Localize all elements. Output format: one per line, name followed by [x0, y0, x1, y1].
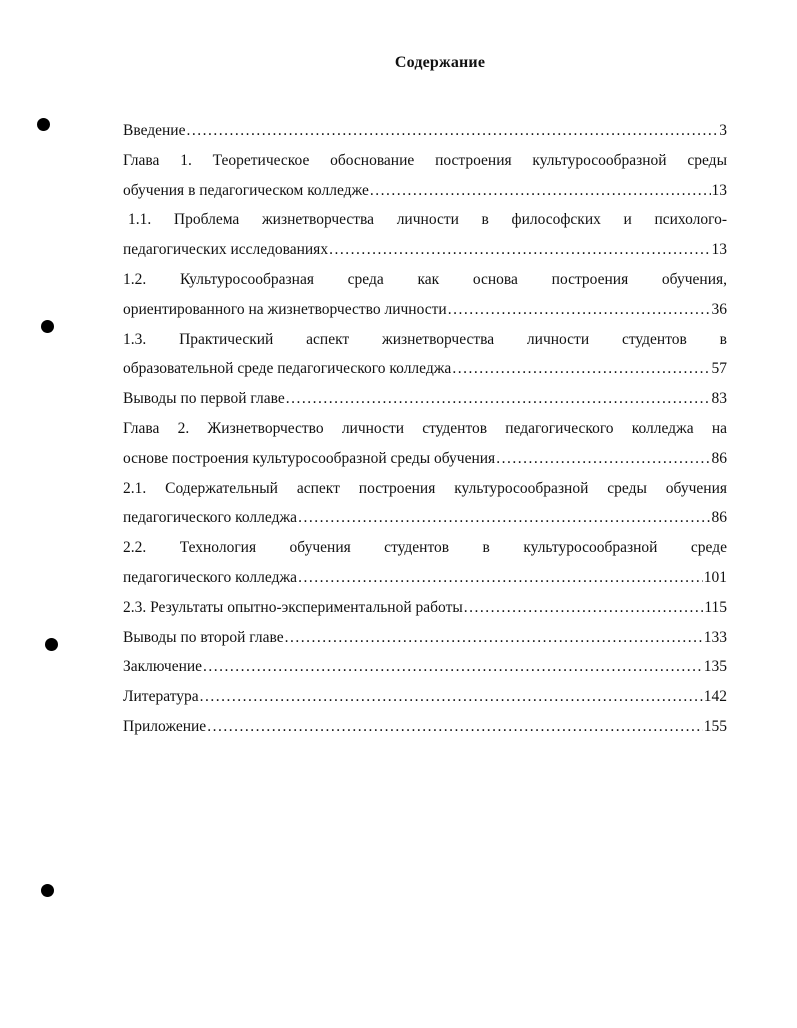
toc-page-number: 133 [703, 628, 727, 646]
toc-entry-text: педагогических исследованиях [123, 241, 329, 259]
toc-page-number: 142 [703, 688, 727, 706]
toc-entry-text: обучения в педагогическом колледже [123, 181, 369, 199]
toc-page-number: 86 [711, 509, 727, 527]
dot-leader [448, 295, 711, 325]
toc-entry-literature [123, 682, 727, 712]
toc-entry-section-2-1: 2.1. Содержательный аспект построения культуросообразной среды обучения [123, 479, 727, 497]
toc-entry-text: образовательной среде педагогического колледжа [123, 360, 452, 378]
dot-leader [285, 623, 703, 653]
toc-entry-section-2-1-cont [123, 503, 727, 533]
dot-leader [464, 593, 704, 623]
dot-leader [186, 116, 718, 146]
toc-entry-chapter-2: Глава 2. Жизнетворчество личности студентов педагогического колледжа на [123, 419, 727, 437]
dot-leader [207, 712, 703, 742]
toc-entry-text: ориентированного на жизнетворчество личности [123, 300, 447, 318]
dot-leader [370, 176, 711, 206]
toc-entry-text: педагогического колледжа [123, 509, 298, 527]
toc-entry-text: Выводы по второй главе [123, 628, 284, 646]
toc-entry-chapter-1-cont [123, 176, 727, 206]
dot-leader [200, 682, 703, 712]
toc-entry-text: Выводы по первой главе [123, 390, 285, 408]
toc-page-number: 3 [719, 122, 727, 139]
toc-entry-text: Приложение [123, 717, 207, 735]
toc-entry-conclusions-1 [123, 384, 727, 414]
toc-entry-intro [123, 116, 727, 146]
toc-entry-section-1-2-cont [123, 295, 727, 325]
dot-leader [298, 563, 703, 593]
toc-page-number: 83 [711, 390, 727, 408]
toc-entry-chapter-2-cont [123, 444, 727, 474]
binder-hole-mark [41, 320, 54, 333]
toc-page-number: 13 [711, 241, 727, 259]
toc-entry-section-1-3-cont [123, 354, 727, 384]
toc-entry-appendix [123, 712, 727, 742]
toc-page-number: 86 [711, 449, 727, 467]
binder-hole-mark [41, 884, 54, 897]
toc-entry-text: Заключение [123, 658, 203, 676]
toc-entry-conclusions-2 [123, 623, 727, 653]
toc-entry-section-2-2-cont [123, 563, 727, 593]
dot-leader [203, 652, 703, 682]
dot-leader [286, 384, 711, 414]
toc-entry-text: 2.3. Результаты опытно-экспериментальной работы [123, 598, 463, 616]
toc-entry-section-1-1: 1.1. Проблема жизнетворчества личности в философских и психолого- [128, 211, 727, 229]
dot-leader [329, 235, 710, 265]
toc-page-number: 101 [703, 568, 727, 586]
toc-entry-section-2-2: 2.2. Технология обучения студентов в культуросообразной среде [123, 539, 727, 557]
dot-leader [298, 503, 710, 533]
toc-entry-section-2-3 [123, 593, 727, 623]
toc-entry-section-1-3: 1.3. Практический аспект жизнетворчества личности студентов в [123, 330, 727, 348]
dot-leader [496, 444, 710, 474]
binder-hole-mark [45, 638, 58, 651]
toc-page-number: 155 [703, 717, 727, 735]
toc-page-number: 57 [711, 360, 727, 378]
toc-entry-section-1-1-cont [123, 235, 727, 265]
toc-entry-chapter-1: Глава 1. Теоретическое обоснование построения культуросообразной среды [123, 151, 727, 169]
toc-page-number: 13 [711, 181, 727, 199]
toc-entry-text: Литература [123, 688, 199, 706]
toc-page-number: 36 [711, 300, 727, 318]
toc-entry-text: Введение [123, 122, 186, 139]
table-of-contents [123, 116, 727, 742]
dot-leader [452, 354, 710, 384]
toc-page-number: 115 [704, 598, 727, 616]
toc-entry-text: основе построения культуросообразной среды обучения [123, 449, 496, 467]
binder-hole-mark [37, 118, 50, 131]
toc-page-number: 135 [703, 658, 727, 676]
page-title: Содержание [394, 54, 486, 71]
toc-entry-conclusion [123, 652, 727, 682]
toc-entry-section-1-2: 1.2. Культуросообразная среда как основа построения обучения, [123, 270, 727, 288]
toc-entry-text: педагогического колледжа [123, 568, 298, 586]
